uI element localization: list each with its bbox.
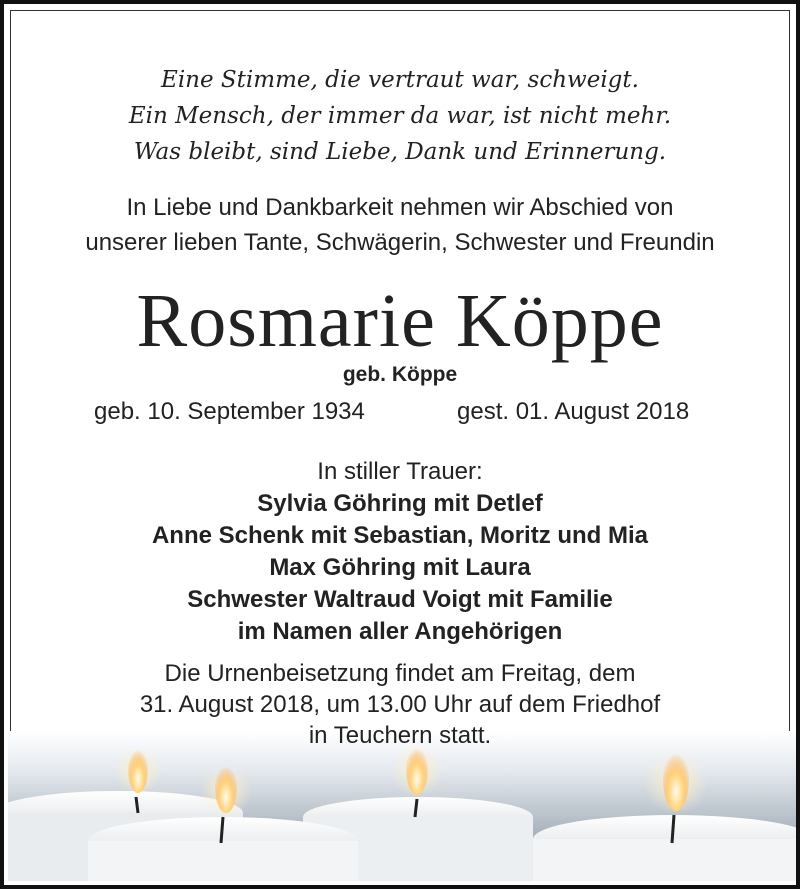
intro-line: unserer lieben Tante, Schwägerin, Schwester und Freundin <box>85 229 715 256</box>
poem-line: Eine Stimme, die vertraut war, schweigt. <box>161 67 639 93</box>
mourner-name: Max Göhring mit Laura <box>269 554 531 581</box>
mourner-name: Anne Schenk mit Sebastian, Moritz und Mia <box>151 522 649 549</box>
flame-icon <box>215 761 237 813</box>
flame-icon <box>663 747 689 811</box>
mourner-name: Sylvia Göhring mit Detlef <box>257 490 543 517</box>
flame-icon <box>128 745 148 793</box>
mourner-name: im Namen aller Angehörigen <box>237 618 563 645</box>
poem <box>4 62 796 170</box>
candles-image <box>8 731 800 881</box>
poem-line: Ein Mensch, der immer da war, ist nicht mehr. <box>128 103 672 129</box>
mourner-name: Schwester Waltraud Voigt mit Familie <box>187 586 613 613</box>
birth-date: geb. 10. September 1934 <box>94 398 365 425</box>
poem-line: Was bleibt, sind Liebe, Dank und Erinnerung. <box>133 139 667 165</box>
burial-notice <box>4 658 796 751</box>
burial-line: 31. August 2018, um 13.00 Uhr auf dem Friedhof <box>139 691 661 718</box>
deceased-name: Rosmarie Köppe <box>136 279 664 363</box>
death-date: gest. 01. August 2018 <box>457 398 690 425</box>
mourners-section <box>4 456 796 648</box>
mourners-list <box>4 488 796 648</box>
burial-line: in Teuchern statt. <box>308 722 492 749</box>
mourners-heading: In stiller Trauer: <box>317 458 483 485</box>
farewell-intro <box>4 190 796 260</box>
intro-line: In Liebe und Dankbarkeit nehmen wir Abschied von <box>126 194 674 221</box>
maiden-name: geb. Köppe <box>342 363 458 386</box>
burial-line: Die Urnenbeisetzung findet am Freitag, dem <box>164 660 636 687</box>
life-dates <box>4 398 796 432</box>
